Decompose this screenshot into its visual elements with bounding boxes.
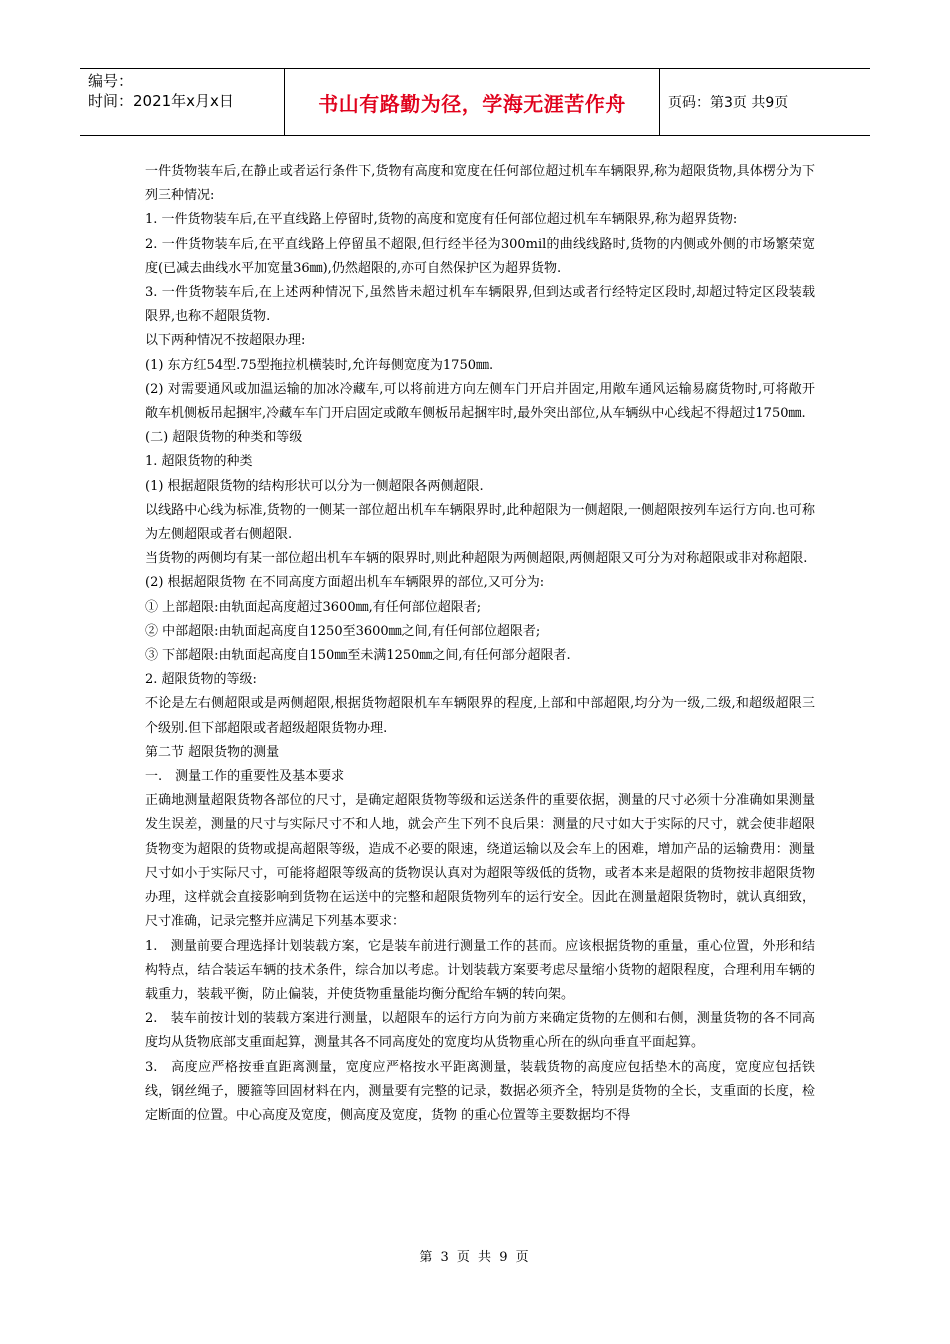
paragraph: (2) 对需要通风或加温运输的加冰冷藏车,可以将前进方向左侧车门开启并固定,用敞车通风运输易腐货物时,可将敞开敞车机侧板吊起捆牢,冷藏车车门开启固定或敞车侧板吊起捆牢时,最外突出部位,从车辆纵中心线起不得超过1750㎜.	[145, 381, 815, 422]
subsection-heading: 1. 超限货物的种类	[145, 454, 253, 470]
subsection-heading: 一. 测量工作的重要性及基本要求	[145, 769, 345, 785]
document-time-label: 时间：2021年x月x日	[88, 92, 234, 110]
paragraph: 2. 一件货物装车后,在平直线路上停留虽不超限,但行经半径为300mil的曲线线路时,货物的内侧或外侧的市场繁荣宽度(已减去曲线水平加宽量36㎜),仍然超限的,亦可自然保护区为超界货物.	[145, 236, 815, 276]
list-item: 1. 测量前要合理选择计划装载方案，它是装车前进行测量工作的甚而。应该根据货物的重量，重心位置，外形和结构特点，结合装运车辆的技术条件，综合加以考虑。计划装载方案要考虑尽量缩小货物的超限程度，合理利用车辆的载重力，装载平衡，防止偏装，并使货物重量能均衡分配给车辆的转向架。	[145, 938, 815, 1002]
paragraph: (2) 根据超限货物 在不同高度方面超出机车车辆限界的部位,又可分为:	[145, 575, 545, 591]
paragraph: (1) 东方红54型.75型拖拉机横装时,允许每侧宽度为1750㎜.	[145, 357, 494, 373]
paragraph: 当货物的两侧均有某一部位超出机车车辆的限界时,则此种超限为两侧超限,两侧超限又可分为对称超限或非对称超限.	[145, 551, 808, 567]
list-item: 2. 装车前按计划的装载方案进行测量，以超限车的运行方向为前方来确定货物的左侧和右侧，测量货物的各不同高度均从货物底部支重面起算，测量其各不同高度处的宽度均从货物重心所在的纵向垂直平面起算。	[145, 1011, 815, 1051]
document-body	[145, 160, 815, 1128]
page-footer: 第 3 页 共 9 页	[419, 1250, 531, 1265]
paragraph: 以下两种情况不按超限办理:	[145, 333, 306, 349]
paragraph: 3. 一件货物装车后,在上述两种情况下,虽然皆未超过机车车辆限界,但到达或者行经特定区段时,却超过特定区段装载限界,也称不超限货物.	[145, 285, 815, 325]
paragraph: (1) 根据超限货物的结构形状可以分为一侧超限各两侧超限.	[145, 478, 484, 494]
page-header	[80, 68, 870, 136]
paragraph: 以线路中心线为标准,货物的一侧某一部位超出机车车辆限界时,此种超限为一侧超限,一侧超限按列车运行方向.也可称为左侧超限或者右侧超限.	[145, 502, 815, 543]
list-item: 3. 高度应严格按垂直距离测量，宽度应严格按水平距离测量，装载货物的高度应包括垫木的高度，宽度应包括铁线，钢丝绳子，腰箍等回固材料在内，测量要有完整的记录，数据必须齐全，特别是货物的全长，支重面的长度，检定断面的位置。中心高度及宽度，侧高度及宽度，货物 的重心位置等主要数据均不得	[145, 1059, 815, 1123]
list-item: ③ 下部超限:由轨面起高度自150㎜至未满1250㎜之间,有任何部分超限者.	[145, 648, 571, 664]
list-item: ① 上部超限:由轨面起高度超过3600㎜,有任何部位超限者;	[145, 599, 482, 615]
paragraph: 1. 一件货物装车后,在平直线路上停留时,货物的高度和宽度有任何部位超过机车车辆限界,称为超界货物:	[145, 212, 738, 228]
header-page-info: 页码：第3页 共9页	[668, 95, 789, 111]
list-item: ② 中部超限:由轨面起高度自1250至3600㎜之间,有任何部位超限者;	[145, 623, 541, 639]
paragraph: 一件货物装车后,在静止或者运行条件下,货物有高度和宽度在任何部位超过机车车辆限界,称为超限货物,具体楞分为下列三种情况:	[145, 164, 815, 204]
document-number-label: 编号：	[88, 72, 134, 90]
paragraph: 不论是左右侧超限或是两侧超限,根据货物超限机车车辆限界的程度,上部和中部超限,均分为一级,二级,和超级超限三个级别.但下部超限或者超级超限货物办理.	[145, 696, 815, 736]
header-motto: 书山有路勤为径，学海无涯苦作舟	[285, 69, 660, 135]
section-heading: 第二节 超限货物的测量	[145, 744, 280, 760]
header-meta	[80, 69, 285, 135]
section-heading: (二) 超限货物的种类和等级	[145, 430, 303, 446]
subsection-heading: 2. 超限货物的等级:	[145, 672, 257, 688]
paragraph: 正确地测量超限货物各部位的尺寸，是确定超限货物等级和运送条件的重要依据，测量的尺寸必须十分准确如果测量发生误差，测量的尺寸与实际尺寸不和人地，就会产生下列不良后果：测量的尺寸如大于实际的尺寸，就会使非超限货物变为超限的货物或提高超限等级，造成不必要的限速，绕道运输以及会车上的困难，增加产品的运输费用：测量尺寸如小于实际尺寸，可能将超限等级高的货物误认真对为超限等级低的货物，或者本来是超限的货物按非超限货物办理，这样就会直接影响到货物在运送中的完整和超限货物列车的运行安全。因此在测量超限货物时，就认真细致，尺寸准确，记录完整并应满足下列基本要求：	[145, 793, 815, 930]
